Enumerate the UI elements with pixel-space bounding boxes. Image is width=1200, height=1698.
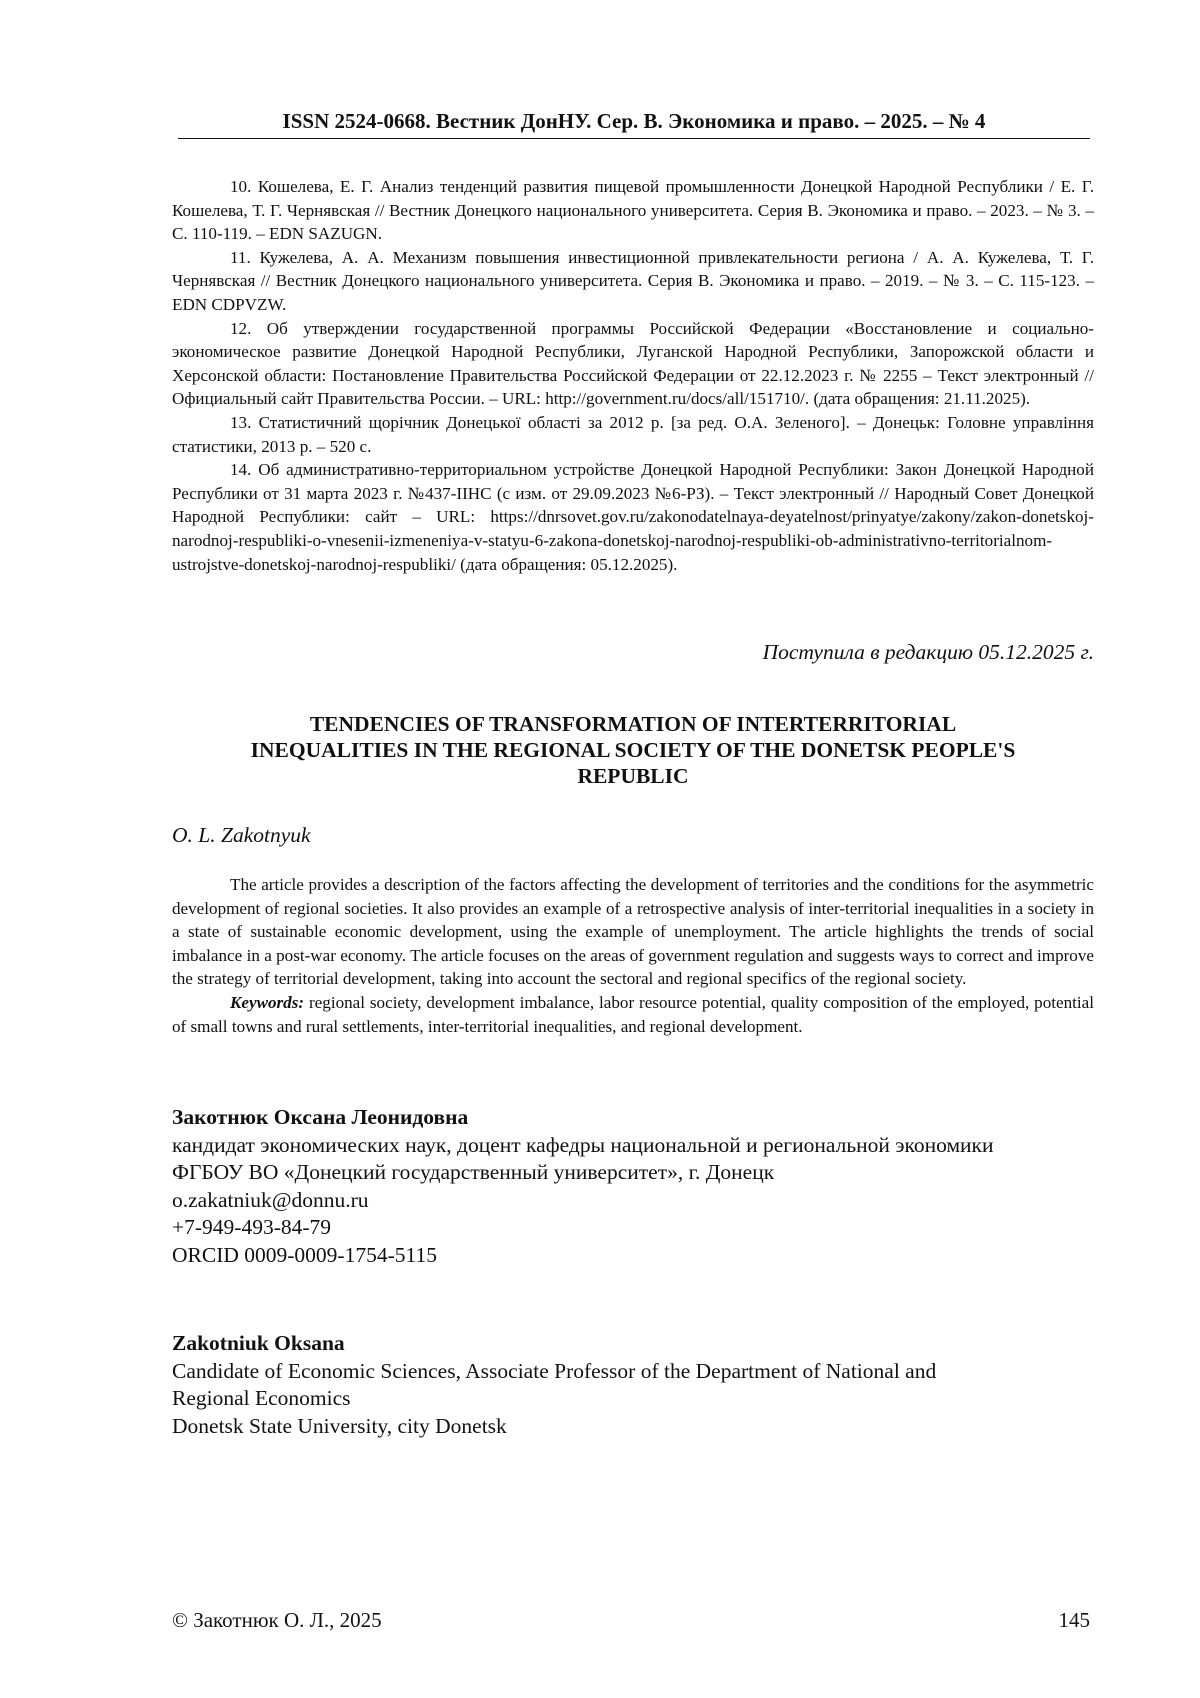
reference-item: 12. Об утверждении государственной программы Российской Федерации «Восстановление и социально-экономическое развитие Донецкой Народной Республики, Луганской Народной Республики, Запорожской области и Херсонской области: Постановление Правительства Российской Федерации от 22.12.2023 г. № 2255 – Текст электронный // Официальный сайт Правительства России. – URL: http://government.ru/docs/all/151710/. (дата обращения: 21.11.2025). [172,318,1094,409]
author-name-ru: Закотнюк Оксана Леонидовна [172,1105,469,1129]
english-author-name: O. L. Zakotnyuk [172,823,311,847]
author-info-ru [172,1104,1094,1269]
keywords-paragraph [172,991,1094,1038]
running-header: ISSN 2524-0668. Вестник ДонНУ. Сер. В. Экономика и право. – 2025. – № 4 [282,109,986,133]
english-abstract [172,873,1094,1038]
reference-item: 14. Об административно-территориальном устройстве Донецкой Народной Республики: Закон Донецкой Народной Республики от 31 марта 2023 г. №437-IIНС (с изм. от 29.09.2023 №6-РЗ). – Текст электронный // Народный Совет Донецкой Народной Республики: сайт – URL: https://dnrsovet.gov.ru/zakonodatelnaya-deyatelnost/prinyatye/zakony/zakon-donetskoj-narodnoj-respubliki-o-vnesenii-izmeneniya-v-statyu-6-zakona-donetskoj-narodnoj-respubliki-ob-administrativno-territorialnom-ustrojstve-donetskoj-narodnoj-respubliki/ (дата обращения: 05.12.2025). [172,460,1094,574]
title-line: TENDENCIES OF TRANSFORMATION OF INTERTERRITORIAL [309,712,957,736]
author-email: o.zakatniuk@donnu.ru [172,1187,369,1212]
title-line: REPUBLIC [577,764,689,788]
author-orcid: ORCID 0009-0009-1754-5115 [172,1242,437,1267]
abstract-text: The article provides a description of the factors affecting the development of territories and the conditions for the asymmetric development of regional societies. It also provides an example of a retrospective analysis of inter-territorial inequalities in a society in a state of sustainable economic development, using the example of unemployment. The article highlights the trends of social imbalance in a post-war economy. The article focuses on the areas of government regulation and suggests ways to correct and improve the strategy of territorial development, taking into account the sectoral and regional specifics of the regional society. [172,875,1094,989]
english-article-title [172,711,1094,789]
footer-copyright: © Закотнюк О. Л., 2025 [172,1608,382,1632]
author-affiliation-en: Donetsk State University, city Donetsk [172,1413,507,1438]
author-position-ru: кандидат экономических наук, доцент кафедры национальной и региональной экономики [172,1132,994,1157]
keywords-label: Keywords: [230,992,305,1012]
page-number: 145 [1058,1608,1090,1632]
keywords-text: regional society, development imbalance, labor resource potential, quality composition of the employed, potential of small towns and rural settlements, inter-territorial inequalities, and regional development. [172,992,1094,1036]
reference-item: 10. Кошелева, Е. Г. Анализ тенденций развития пищевой промышленности Донецкой Народной Республики / Е. Г. Кошелева, Т. Г. Чернявская // Вестник Донецкого национального университета. Серия В. Экономика и право. – 2023. – № 3. – С. 110-119. – EDN SAZUGN. [172,177,1094,244]
author-position-en: Candidate of Economic Sciences, Associate Professor of the Department of National and Regional Economics [172,1358,937,1410]
author-affiliation-ru: ФГБОУ ВО «Донецкий государственный университет», г. Донецк [172,1160,775,1184]
author-info-en [172,1330,1012,1440]
title-line: INEQUALITIES IN THE REGIONAL SOCIETY OF THE DONETSK PEOPLE'S [250,738,1016,762]
reference-item: 11. Кужелева, А. А. Механизм повышения инвестиционной привлекательности региона / А. А. Кужелева, Т. Г. Чернявская // Вестник Донецкого национального университета. Серия В. Экономика и право. – 2019. – № 3. – С. 115-123. – EDN CDPVZW. [172,247,1094,314]
header-rule [178,138,1090,139]
reference-list [172,175,1094,576]
received-date-note: Поступила в редакцию 05.12.2025 г. [762,640,1094,664]
author-phone: +7-949-493-84-79 [172,1215,332,1239]
reference-item: 13. Статистичний щорічник Донецької області за 2012 р. [за ред. О.А. Зеленого]. – Донецьк: Головне управління статистики, 2013 р. – 520 с. [172,412,1094,456]
author-name-en: Zakotniuk Oksana [172,1331,345,1355]
